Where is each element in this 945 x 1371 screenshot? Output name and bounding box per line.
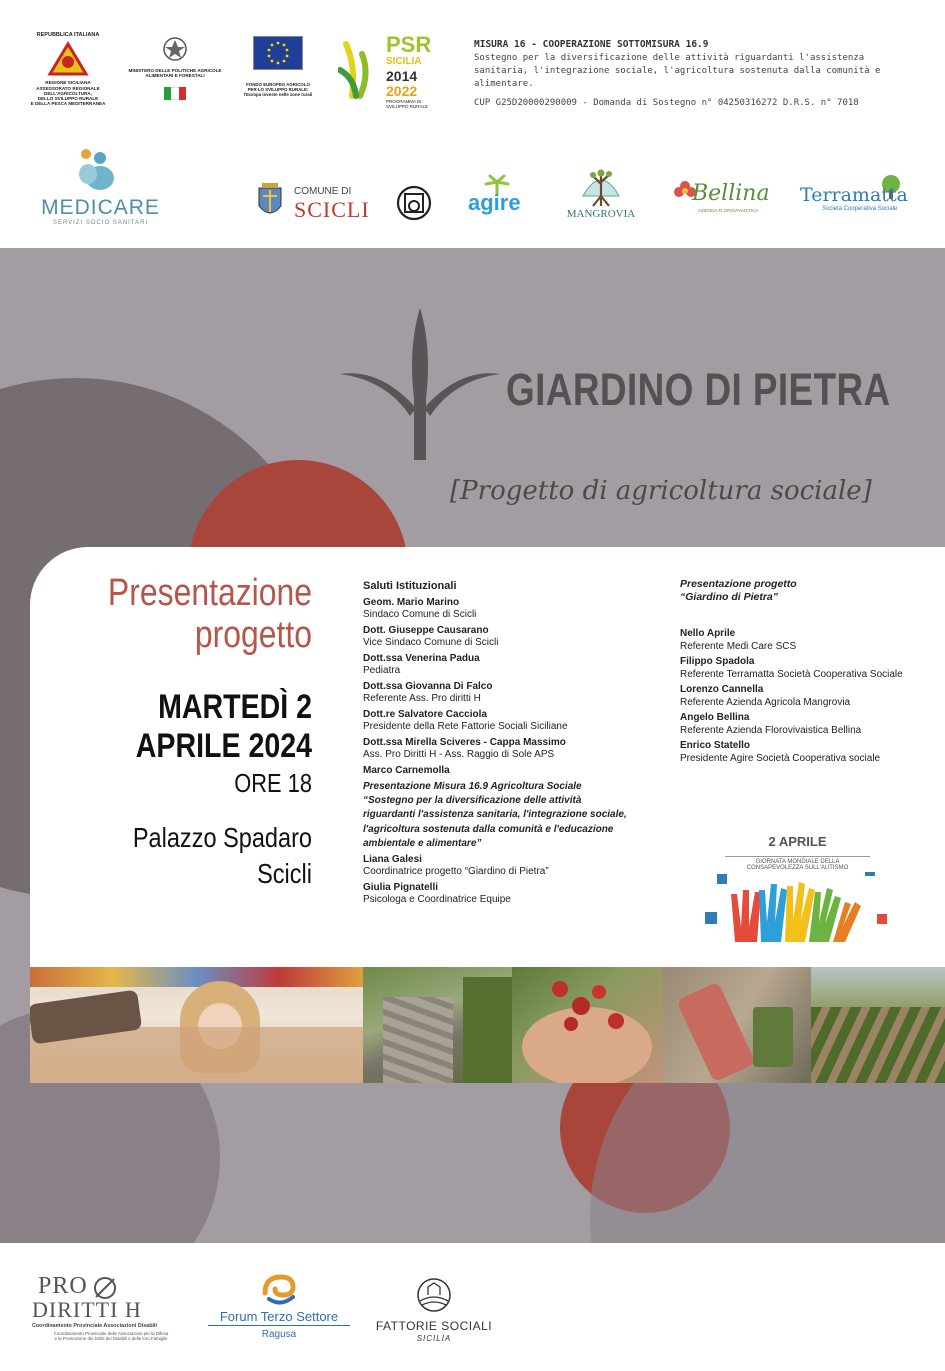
speaker-role: Referente Azienda Florovivaistica Bellina <box>680 724 862 736</box>
program-left-heading: Saluti Istituzionali <box>363 580 457 592</box>
psr-year-a: 2014 <box>386 68 418 84</box>
speaker-role: Ass. Pro Diritti H - Ass. Raggio di Sole APS <box>363 749 555 760</box>
speaker-item <box>363 882 635 907</box>
speaker-name: Filippo Spadola <box>680 656 755 668</box>
photo-strawberries <box>512 967 663 1083</box>
speaker-role: Vice Sindaco Comune di Scicli <box>363 637 499 648</box>
pro-label: PRO <box>38 1273 88 1299</box>
forum-label: Forum Terzo Settore <box>208 1309 350 1326</box>
medicare-name: MEDICARE <box>41 196 160 219</box>
psr-leaves-icon <box>338 34 388 104</box>
logo-medicare <box>28 148 173 230</box>
speaker-name: Dott. Giuseppe Causarano <box>363 624 489 636</box>
speaker-role: Pediatra <box>363 665 401 676</box>
forum-sub: Ragusa <box>261 1329 297 1340</box>
medicare-people-icon <box>76 148 126 192</box>
medicare-sub: SERVIZI SOCIO SANITARI <box>52 220 149 226</box>
speaker-item <box>363 653 635 678</box>
speaker-item <box>363 737 635 762</box>
terramatta-sub: Società Cooperativa Sociale <box>822 206 898 212</box>
regione-label: REPUBBLICA ITALIANA <box>36 32 100 38</box>
fattorie-sub: SICILIA <box>416 1334 452 1343</box>
speaker-name: Dott.ssa Giovanna Di Falco <box>363 680 493 692</box>
emblem-icon <box>162 36 188 62</box>
speaker-item <box>680 740 920 765</box>
speaker-role: Referente Azienda Agricola Mangrovia <box>680 696 851 708</box>
speaker-item <box>363 597 635 622</box>
logo-mangrovia <box>560 166 642 226</box>
speaker-name: Nello Aprile <box>680 628 736 640</box>
fleur-plant-icon <box>340 308 500 468</box>
agire-label: agire <box>468 190 521 215</box>
mangrovia-label: MANGROVIA <box>566 208 636 220</box>
speaker-role: Referente Ass. Pro diritti H <box>363 693 481 704</box>
autism-text: GIORNATA MONDIALE DELLA CONSAPEVOLEZZA SULL'AUTISMO <box>725 856 870 871</box>
psr-sub: PROGRAMMA DI SVILUPPO RURALE <box>386 99 429 110</box>
logo-agire <box>466 174 524 224</box>
speaker-name: Marco Carnemolla <box>363 764 450 776</box>
speaker-item <box>680 628 920 653</box>
pro-sub2: Coordinamento Provinciale delle Associazioni per la Difesa e la Promozione dei Diritti dei Disabili e delle loro Famiglie <box>53 1331 169 1341</box>
photo-stone-wall <box>363 967 512 1083</box>
speaker-role: Sindaco Comune di Scicli <box>363 609 477 620</box>
program-right <box>680 578 920 767</box>
logo-psr-sicilia <box>338 30 438 112</box>
logo-pro-diritti <box>30 1273 190 1353</box>
fattorie-farm-icon <box>416 1277 452 1313</box>
puzzle-hands-icon <box>705 872 890 952</box>
speaker-role: Coordinatrice progetto “Giardino di Pietra” <box>363 866 549 878</box>
speaker-name: Enrico Statello <box>680 740 751 752</box>
speaker-name: Liana Galesi <box>363 853 422 865</box>
speaker-list <box>363 597 635 778</box>
logo-feasr <box>236 36 320 106</box>
event-place-2: Scicli <box>257 858 312 889</box>
mangrovia-tree-icon <box>579 166 623 208</box>
photo-seeds-tube <box>663 967 811 1083</box>
misura-title: MISURA 16 - COOPERAZIONE SOTTOMISURA 16.9 <box>474 39 709 50</box>
speaker-name: Dott.re Salvatore Cacciola <box>363 708 487 720</box>
logo-fattorie-sociali <box>370 1277 498 1347</box>
project-subtitle: [Progetto di agricoltura sociale] <box>450 476 872 506</box>
bellina-sub: AZIENDA FLOROVIVAISTICA <box>698 208 759 213</box>
program-right-heading-2: “Giardino di Pietra” <box>680 591 779 604</box>
speaker-name: Giulia Pignatelli <box>363 881 439 893</box>
speaker-item <box>363 709 635 734</box>
speaker-name: Angelo Bellina <box>680 712 750 724</box>
speaker-role: Referente Terramatta Società Cooperativa Sociale <box>680 668 903 680</box>
project-title: GIARDINO DI PIETRA <box>506 364 891 415</box>
logo-regione-siciliana <box>28 32 108 112</box>
logo-comune-scicli <box>256 180 380 224</box>
event-date-2: APRILE 2024 <box>135 727 312 765</box>
italy-flag-icon <box>164 87 186 100</box>
terramatta-label: Terramatta <box>800 184 908 206</box>
diritti-label: DIRITTI H <box>32 1297 142 1322</box>
misura-cup: CUP G25D20000290009 - Domanda di Sostegno n° 04250316272 D.R.S. n° 7018 <box>474 98 859 108</box>
misura-presentation: Presentazione Misura 16.9 Agricoltura Sociale “Sostegno per la diversificazione delle attività riguardanti l'assistenza sanitaria, l'integrazione sociale, l'agricoltura sostenuta dalla comunità e l'educazione ambientale e alimentare” <box>363 781 627 849</box>
speaker-role: Referente Medi Care SCS <box>680 640 797 652</box>
psr-title: PSR <box>386 32 432 57</box>
speaker-item <box>363 625 635 650</box>
footer <box>0 1243 945 1371</box>
misura-text: Sostegno per la diversificazione delle attività riguardanti l'assistenza sanitaria, l'integrazione sociale, l'agricoltura sostenuta dalla comunità e alimentare. <box>474 53 881 90</box>
event-heading-1: Presentazione <box>107 572 313 614</box>
autism-date: 2 APRILE <box>768 834 827 849</box>
speaker-item <box>363 765 635 778</box>
program-left <box>363 578 635 909</box>
forum-swirl-icon <box>259 1273 299 1307</box>
speaker-role: Presidente Agire Società Cooperativa sociale <box>680 752 881 764</box>
program-right-heading-1: Presentazione progetto <box>680 578 797 590</box>
feasr-label: FONDO EUROPEO AGRICOLO PER LO SVILUPPO RURALE: l'Europa investe nelle zone rurali <box>243 82 313 98</box>
event-place-1: Palazzo Spadaro <box>132 822 312 853</box>
speaker-name: Geom. Mario Marino <box>363 596 460 608</box>
fattorie-label: FATTORIE SOCIALI <box>375 1319 493 1333</box>
eu-flag-icon <box>253 36 303 70</box>
speaker-role: Psicologa e Coordinatrice Equipe <box>363 894 511 906</box>
regione-sub-label: REGIONE SICILIANA ASSESSORATO REGIONALE DELL'AGRICOLTURA, DELLO SVILUPPO RURALE E DELLA PESCA MEDITERRANEA <box>30 80 106 107</box>
autism-day-badge <box>705 832 890 954</box>
event-heading-2: progetto <box>194 614 312 656</box>
speaker-item <box>680 656 920 681</box>
speaker-item <box>680 684 920 709</box>
logo-terramatta <box>800 174 912 218</box>
scicli-crest-icon <box>256 182 284 222</box>
bellina-label: Bellina <box>692 181 770 206</box>
logo-forum-terzo-settore <box>208 1273 350 1343</box>
speaker-name: Dott.ssa Venerina Padua <box>363 652 480 664</box>
photo-vegetable-field <box>811 967 945 1083</box>
speaker-item <box>363 681 635 706</box>
event-time: ORE 18 <box>234 768 312 798</box>
event-date-1: MARTEDÌ 2 <box>158 688 312 726</box>
speaker-item <box>680 712 920 737</box>
pro-sub: Coordinamento Provinciale Associazioni Disabili <box>32 1323 158 1329</box>
trinacria-icon <box>46 40 90 80</box>
unesco-heritage-icon <box>396 185 432 221</box>
psr-year-b: 2022 <box>386 83 418 99</box>
comune-di-label: COMUNE DI <box>294 186 352 197</box>
speaker-role: Presidente della Rete Fattorie Sociali Siciliane <box>363 721 568 732</box>
scicli-label: SCICLI <box>294 197 370 222</box>
speaker-item <box>363 854 635 879</box>
ministero-label: MINISTERO DELLE POLITICHE AGRICOLE ALIMENTARI E FORESTALI <box>128 68 222 79</box>
speaker-list-2 <box>363 854 635 907</box>
speaker-name: Lorenzo Cannella <box>680 684 764 696</box>
psr-region: SICILIA <box>386 56 422 67</box>
logo-ministero <box>124 36 226 106</box>
speaker-name: Dott.ssa Mirella Sciveres - Cappa Massimo <box>363 736 566 748</box>
logo-bellina <box>674 178 774 218</box>
photo-child-drawing <box>30 967 363 1083</box>
